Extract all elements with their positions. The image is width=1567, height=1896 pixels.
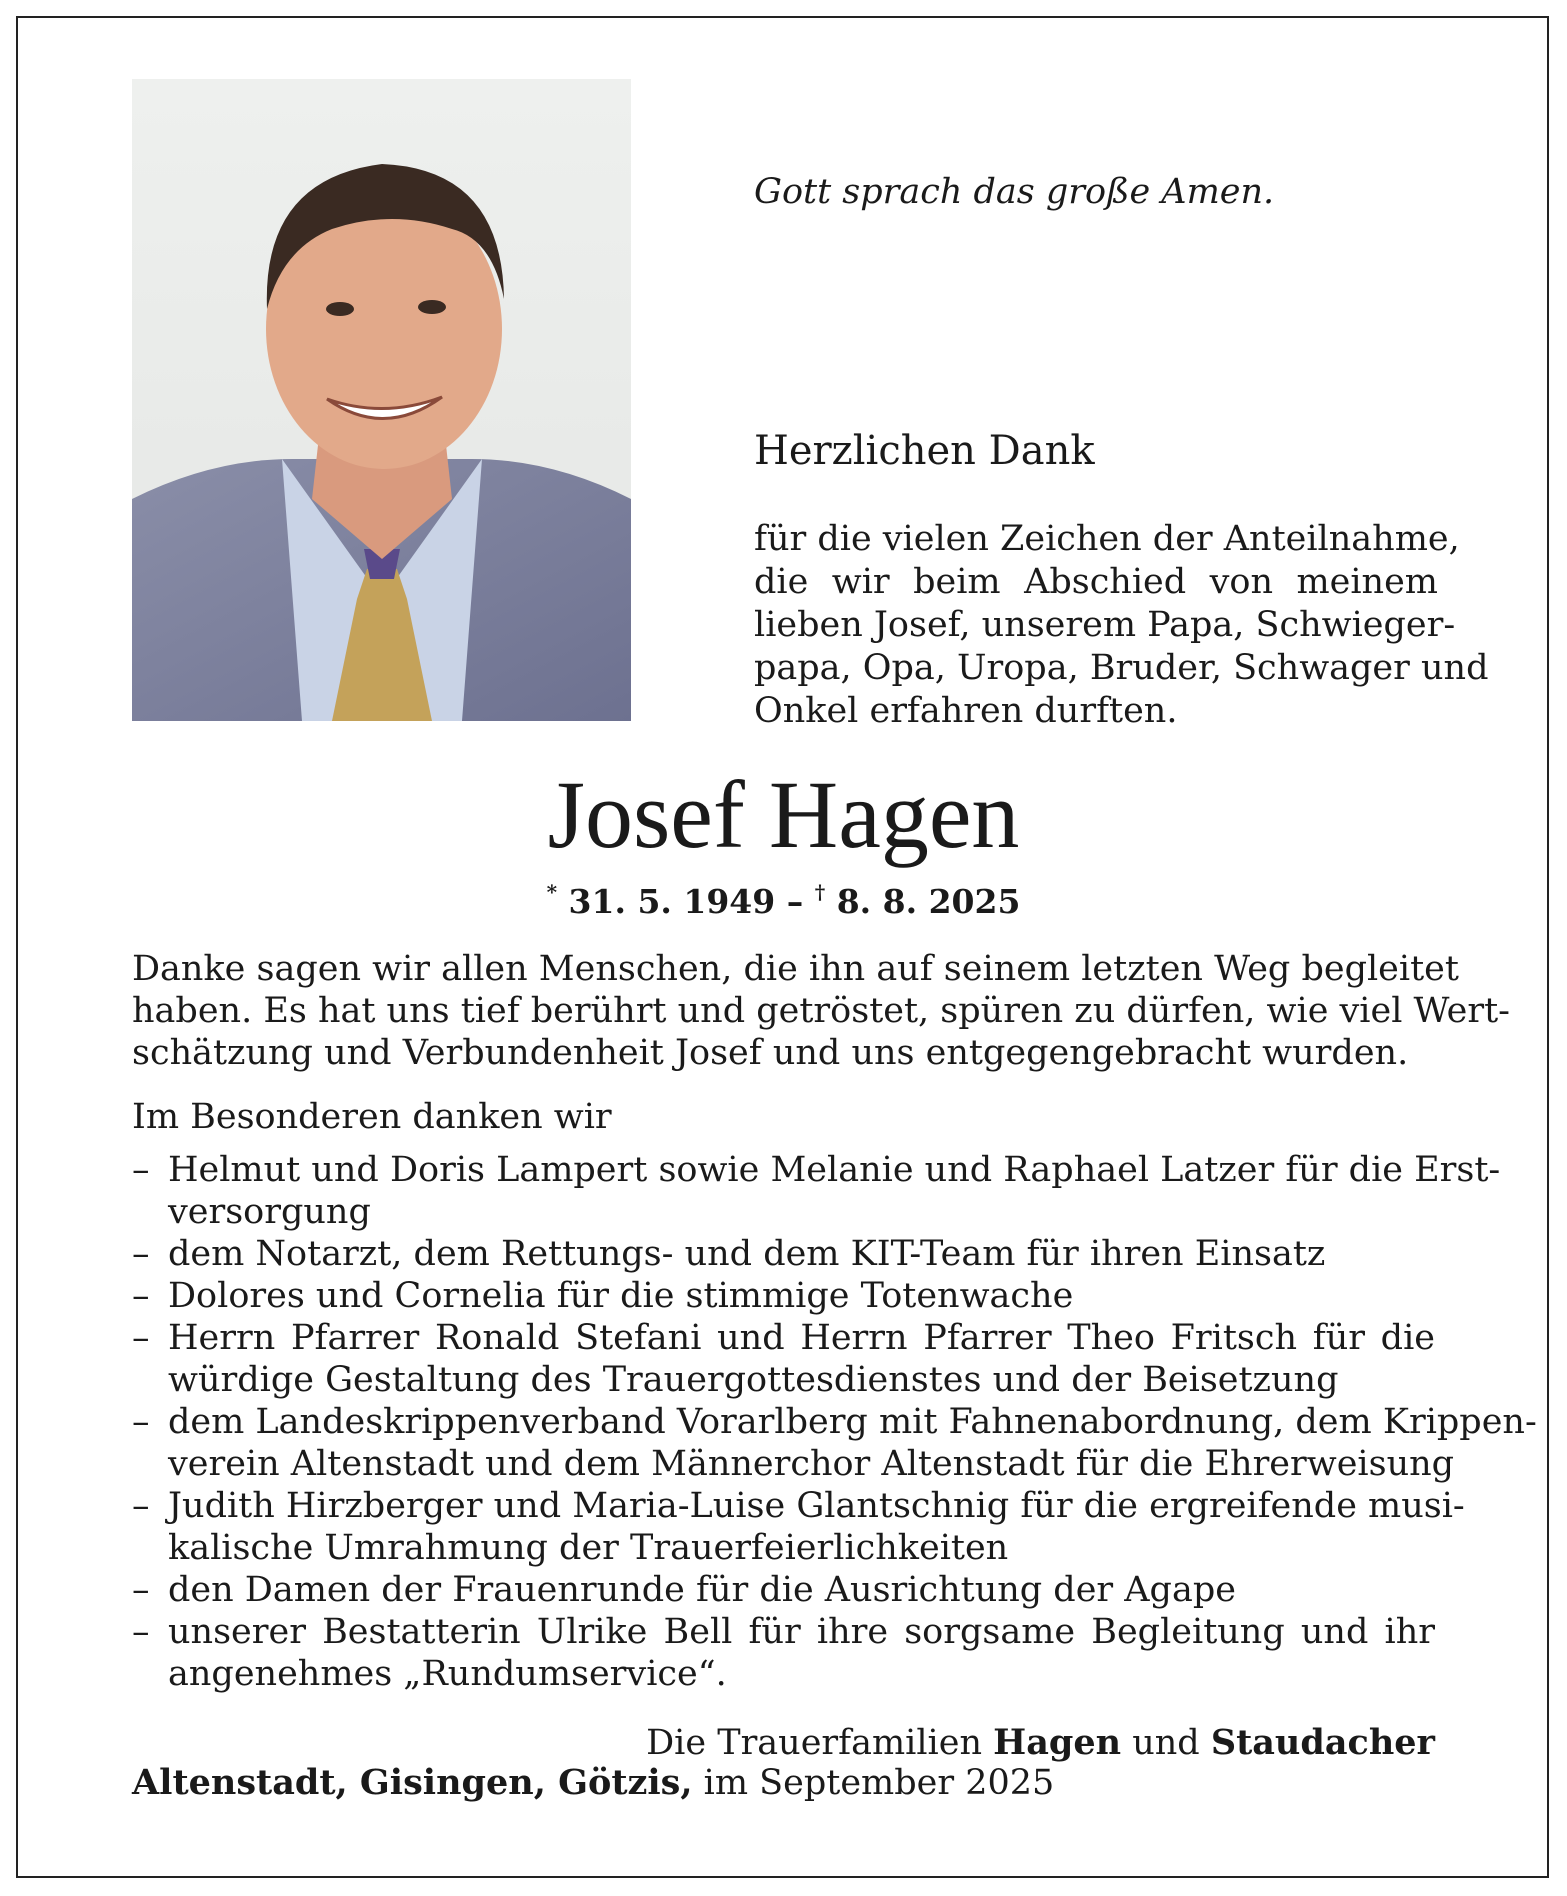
thanks-title: Herzlichen Dank	[754, 428, 1095, 474]
list-dash: –	[132, 1402, 150, 1442]
list-dash: –	[132, 1150, 150, 1190]
birth-symbol: *	[546, 880, 558, 904]
list-item-line: kalische Umrahmung der Trauerfeierlichkeiten	[168, 1528, 1009, 1568]
list-item	[132, 1611, 1435, 1695]
list-item	[132, 1149, 1501, 1233]
date-separator: –	[775, 882, 815, 921]
intro-text	[754, 518, 1489, 733]
signature-prefix: Die Trauerfamilien	[646, 1723, 994, 1763]
family-name-staudacher: Staudacher	[1210, 1722, 1435, 1763]
list-item	[132, 1317, 1435, 1401]
notice-date: im September 2025	[692, 1763, 1055, 1803]
list-item-line: Herrn Pfarrer Ronald Stefani und Herrn Pfarrer Theo Fritsch für die	[168, 1318, 1435, 1358]
list-item-line: dem Landeskrippenverband Vorarlberg mit Fahnenabordnung, dem Krippen-	[168, 1402, 1537, 1442]
list-item-line: angenehmes „Rundumservice“.	[168, 1654, 727, 1694]
signature	[646, 1722, 1435, 1763]
list-item	[132, 1485, 1465, 1569]
list-dash: –	[132, 1486, 150, 1526]
list-item-line: unserer Bestatterin Ulrike Bell für ihre sorgsame Begleitung und ihr	[168, 1612, 1435, 1652]
list-item-line: dem Notarzt, dem Rettungs- und dem KIT-Team für ihren Einsatz	[168, 1234, 1326, 1274]
list-dash: –	[132, 1318, 150, 1358]
portrait-photo	[132, 79, 631, 721]
list-item-line: versorgung	[168, 1192, 371, 1232]
paragraph-line: haben. Es hat uns tief berührt und getröstet, spüren zu dürfen, wie viel Wert-	[132, 991, 1510, 1031]
thanks-paragraph	[132, 948, 1510, 1074]
list-dash: –	[132, 1612, 150, 1652]
thanks-list	[132, 1149, 1537, 1695]
locations: Altenstadt, Gisingen, Götzis,	[132, 1762, 693, 1803]
paragraph-line: schätzung und Verbundenheit Josef und uns entgegengebracht wurden.	[132, 1033, 1409, 1073]
intro-line: lieben Josef, unserem Papa, Schwieger-	[754, 605, 1456, 645]
motto-quote: Gott sprach das große Amen.	[754, 172, 1275, 212]
intro-line: für die vielen Zeichen der Anteilnahme,	[754, 519, 1460, 559]
life-dates	[0, 880, 1567, 921]
list-item-line: Judith Hirzberger und Maria-Luise Glantschnig für die ergreifende musi-	[168, 1486, 1465, 1526]
family-name-hagen: Hagen	[993, 1722, 1122, 1763]
paragraph-line: Danke sagen wir allen Menschen, die ihn auf seinem letzten Weg begleitet	[132, 949, 1459, 989]
list-item-line: Helmut und Doris Lampert sowie Melanie und Raphael Latzer für die Erst-	[168, 1150, 1501, 1190]
list-item-line: den Damen der Frauenrunde für die Ausrichtung der Agape	[168, 1570, 1236, 1610]
list-item-line: Dolores und Cornelia für die stimmige Totenwache	[168, 1276, 1074, 1316]
intro-line: papa, Opa, Uropa, Bruder, Schwager und	[754, 648, 1489, 688]
list-item-line: verein Altenstadt und dem Männerchor Altenstadt für die Ehrerweisung	[168, 1444, 1455, 1484]
list-item	[132, 1569, 1435, 1611]
list-dash: –	[132, 1234, 150, 1274]
list-item	[132, 1401, 1537, 1485]
list-item	[132, 1275, 1435, 1317]
signature-and: und	[1121, 1723, 1211, 1763]
list-dash: –	[132, 1276, 150, 1316]
birth-date: 31. 5. 1949	[568, 882, 776, 921]
deceased-name: Josef Hagen	[547, 761, 1020, 868]
list-item	[132, 1233, 1435, 1275]
intro-line: die wir beim Abschied von meinem	[754, 562, 1438, 602]
death-date: 8. 8. 2025	[836, 882, 1021, 921]
place-and-date	[132, 1762, 1054, 1803]
list-item-line: würdige Gestaltung des Trauergottesdienstes und der Beisetzung	[168, 1360, 1339, 1400]
death-symbol: †	[814, 880, 826, 904]
thanks-heading: Im Besonderen danken wir	[132, 1097, 612, 1137]
list-dash: –	[132, 1570, 150, 1610]
intro-line: Onkel erfahren durften.	[754, 691, 1178, 731]
